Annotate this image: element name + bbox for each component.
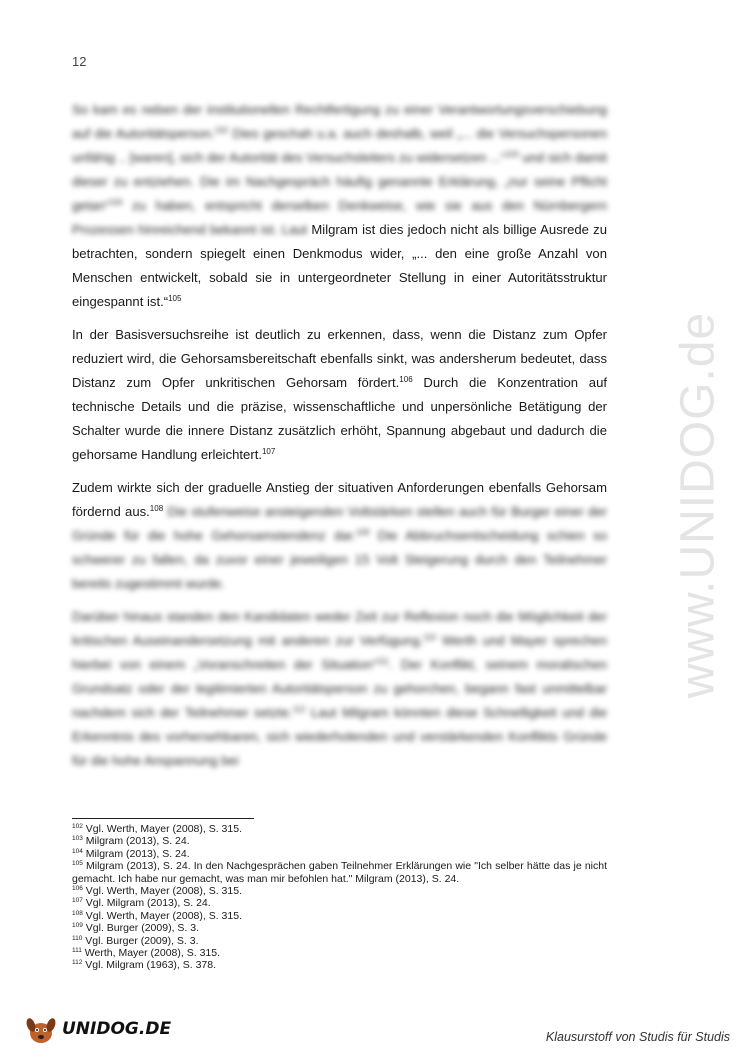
footnote: $^{110}$ Vgl. Burger (2009), S. 3. <box>72 934 199 947</box>
footnote-ref: 111 <box>376 657 389 666</box>
footnote-ref: 107 <box>261 447 276 456</box>
footnote: $^{106}$ Vgl. Werth, Mayer (2008), S. 315. <box>72 885 242 898</box>
page-number: 12 <box>72 54 87 69</box>
logo-text: UNIDOG.DE <box>62 1019 172 1039</box>
paragraph-1 <box>72 98 607 314</box>
watermark-text: www.UNIDOG.de <box>671 311 725 699</box>
footnotes <box>72 823 607 972</box>
footnote-ref: 110 <box>423 633 437 642</box>
body-text <box>72 98 607 782</box>
footnote: $^{103}$ Milgram (2013), S. 24. <box>72 835 190 848</box>
footnote-ref: 106 <box>399 375 413 384</box>
footnote: $^{105}$ Milgram (2013), S. 24. In den Nachgesprächen gaben Teilnehmer Erklärungen wie "Ich selber hätte das je nicht gemacht. Ich habe nur gemacht, was man mir befohlen hat." Milgram (2013), S. 24. <box>72 860 607 885</box>
footnote: $^{111}$ Werth, Mayer (2008), S. 315. <box>72 947 221 960</box>
footnote-ref: 112 <box>292 705 306 714</box>
clear-text: Zudem wirkte sich der graduelle Anstieg der situativen Anforderungen ebenfalls Gehorsam fördernd aus. <box>72 480 607 519</box>
paragraph-3 <box>72 476 607 596</box>
footnote: $^{108}$ Vgl. Werth, Mayer (2008), S. 315. <box>72 909 242 922</box>
blurred-text: Die stufenweise ansteigenden Voltstärken stellen auch für Burger einer der Gründe für die hohe Gehorsamstendenz dar.$^{109}$ Die Abbruchsentscheidung schien so schwerer zu fallen, da zuvor einer jeweiligen 15 Volt Steigerung durch den Teilnehmer bereits zugestimmt wurde. <box>72 504 608 591</box>
clear-text: Milgram ist dies jedoch nicht als billige Ausrede zu betrachten, sondern spiegelt einen Denkmodus wider, „... den eine große Anzahl von Menschen entwickelt, sobald sie in untergeordneter Stellung in einer Autoritätsstruktur eingespannt ist.“ <box>72 222 607 309</box>
footnote-divider <box>72 818 254 819</box>
blurred-text: So kam es neben der institutionellen Rechtfertigung zu einer Verantwortungsverschiebung auf die Autoritätsperson.$^{102}$ Dies geschah u.a. auch deshalb, weil „... die Versuchspersonen unfähig .. [waren], sich der Autorität des Versuchsleiters zu widersetzen ...“$^{103}$ und sich damit dieser zu entziehen. Die im Nachgespräch häufig genannte Erklärung, „nur seine Pflicht getan“$^{104}$ zu haben, entspricht derselben Denkweise, wie sie aus den Nürnbergern Prozessen hinreichend bekannt ist. Laut <box>72 102 607 237</box>
footnote-ref: 108 <box>149 504 164 513</box>
paragraph-2: In der Basisversuchsreihe ist deutlich zu erkennen, dass, wenn die Distanz zum Opfer reduziert wird, die Gehorsamsbereitschaft ebenfalls sinkt, was andersherum bedeutet, dass Distanz zum Opfer unkritischen Gehorsam fördert.$^{106}$ Durch die Konzentration auf technische Details und die präzise, wissenschaftliche und unpersönliche Betätigung der Schalter wurde die innere Distanz zusätzlich erhöht, Spannung abgebaut und dadurch die gehorsame Handlung erleichtert.$^{107}$ <box>72 327 607 462</box>
footer-tagline: Klausurstoff von Studis für Studis <box>545 1030 730 1044</box>
footnote-ref: 104 <box>109 198 123 207</box>
footnote: $^{107}$ Vgl. Milgram (2013), S. 24. <box>72 897 211 910</box>
footnote-ref: 105 <box>168 294 182 303</box>
footnote: $^{102}$ Vgl. Werth, Mayer (2008), S. 315. <box>72 823 242 835</box>
unidog-logo[interactable] <box>20 1010 180 1050</box>
footnote: $^{109}$ Vgl. Burger (2009), S. 3. <box>72 922 200 935</box>
footnote-ref: 102 <box>214 126 229 135</box>
paragraph-4: Darüber hinaus standen den Kandidaten weder Zeit zur Reflexion noch die Möglichkeit der kritischen Auseinandersetzung mit anderen zur Verfügung.$^{110}$ Werth und Mayer sprechen hierbei von einem „Voranschreiten der Situation“$^{111}$. Der Konflikt, seinem moralischen Grundsatz oder der legitimierten Autoritätsperson zu gehorchen, begann fast unmittelbar nachdem sich der Teilnehmer setzte.$^{112}$ Laut Milgram könnten diese Schnelligkeit und die Erkenntnis des vorhersehbaren, sich wiederholenden und verstärkenden Konflikts Gründe für die hohe Anspannung bei <box>72 609 608 768</box>
footnote-ref: 103 <box>505 150 519 159</box>
footnote: $^{112}$ Vgl. Milgram (1963), S. 378. <box>72 959 217 972</box>
footnote: $^{104}$ Milgram (2013), S. 24. <box>72 847 190 860</box>
footnote-ref: 109 <box>355 528 370 537</box>
watermark <box>668 270 728 740</box>
dog-logo-icon <box>24 1012 58 1046</box>
